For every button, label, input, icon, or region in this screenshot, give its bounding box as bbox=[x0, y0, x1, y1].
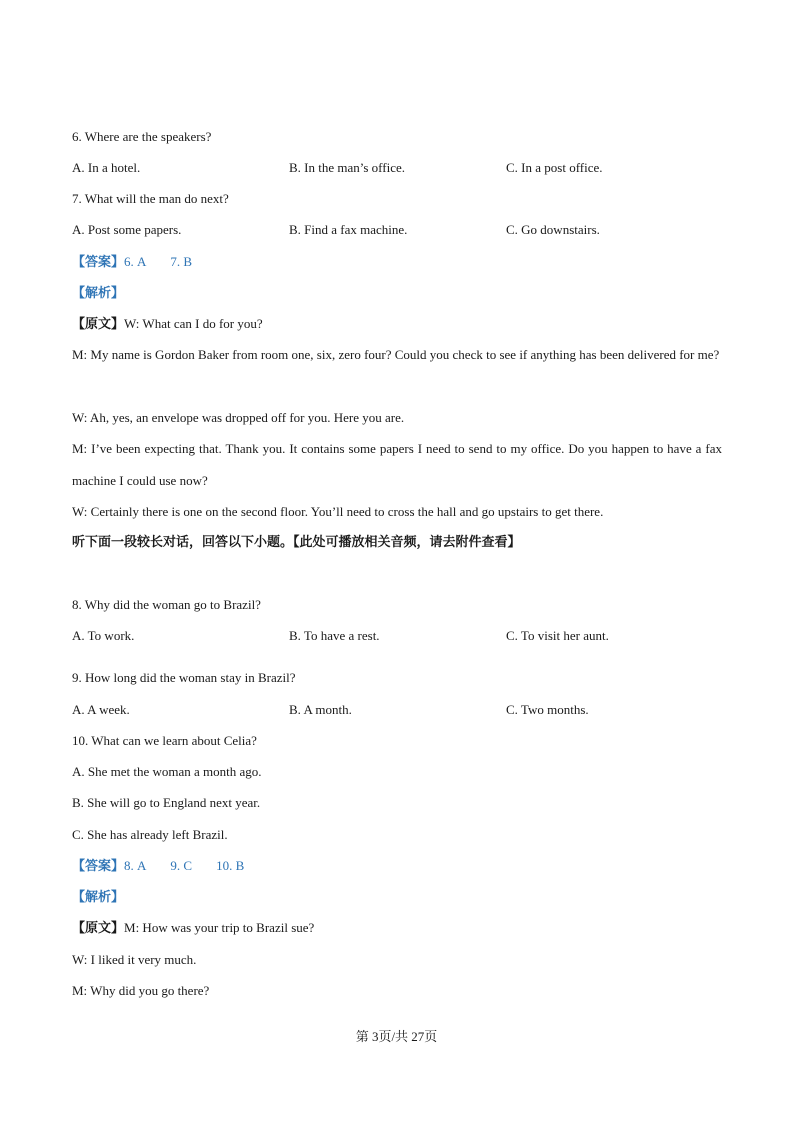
question-8: 8. Why did the woman go to Brazil? bbox=[72, 597, 261, 612]
option-b: B. To have a rest. bbox=[289, 628, 380, 643]
question-10: 10. What can we learn about Celia? bbox=[72, 733, 257, 748]
answer-value: 10. B bbox=[216, 858, 245, 873]
option-c: C. Two months. bbox=[506, 702, 589, 717]
question-7: 7. What will the man do next? bbox=[72, 191, 229, 206]
answer-line-1 bbox=[72, 253, 192, 272]
section-instruction: 听下面一段较长对话，回答以下小题。【此处可播放相关音频，请去附件查看】 bbox=[72, 535, 521, 550]
question-6-options bbox=[72, 159, 722, 177]
transcript-line: 【原文】W: What can I do for you? bbox=[72, 316, 263, 332]
analysis-label-2: 【解析】 bbox=[72, 890, 125, 905]
transcript-label: 【原文】 bbox=[72, 921, 125, 936]
option-a: A. She met the woman a month ago. bbox=[72, 764, 262, 779]
option-a: A. To work. bbox=[72, 628, 135, 643]
option-c: C. In a post office. bbox=[506, 160, 603, 175]
answer-value: 9. C bbox=[170, 858, 193, 873]
transcript-line: W: I liked it very much. bbox=[72, 952, 197, 967]
transcript-line: W: Certainly there is one on the second floor. You’ll need to cross the hall and go upstairs to get there. bbox=[72, 504, 604, 519]
option-a: A. A week. bbox=[72, 702, 130, 717]
answer-value: 8. A bbox=[124, 858, 147, 873]
option-b: B. Find a fax machine. bbox=[289, 222, 408, 237]
question-6: 6. Where are the speakers? bbox=[72, 129, 212, 144]
option-b: B. She will go to England next year. bbox=[72, 795, 261, 810]
option-a: A. Post some papers. bbox=[72, 222, 182, 237]
question-9: 9. How long did the woman stay in Brazil? bbox=[72, 670, 296, 685]
option-b: B. A month. bbox=[289, 702, 352, 717]
answer-label: 【答案】 bbox=[72, 859, 125, 874]
transcript-line: M: My name is Gordon Baker from room one, six, zero four? Could you check to see if anything has been delivered for me? bbox=[72, 347, 720, 362]
transcript-line: M: Why did you go there? bbox=[72, 983, 210, 998]
option-c: C. Go downstairs. bbox=[506, 222, 600, 237]
question-9-options bbox=[72, 701, 722, 719]
answer-value: 6. A bbox=[124, 254, 147, 269]
question-8-options bbox=[72, 627, 722, 645]
option-c: C. To visit her aunt. bbox=[506, 628, 609, 643]
answer-label: 【答案】 bbox=[72, 255, 125, 270]
transcript-line: W: Ah, yes, an envelope was dropped off for you. Here you are. bbox=[72, 410, 405, 425]
transcript-line: M: I’ve been expecting that. Thank you. It contains some papers I need to send to my office. Do you happen to have a fax machine I could use now? bbox=[72, 441, 722, 488]
analysis-label-1: 【解析】 bbox=[72, 286, 125, 301]
transcript-label: 【原文】 bbox=[72, 317, 125, 332]
option-a: A. In a hotel. bbox=[72, 160, 141, 175]
answer-value: 7. B bbox=[170, 254, 193, 269]
question-7-options bbox=[72, 221, 722, 239]
page-footer: 第 3页/共 27页 bbox=[355, 1029, 438, 1044]
transcript-line: 【原文】M: How was your trip to Brazil sue? bbox=[72, 920, 315, 936]
option-c: C. She has already left Brazil. bbox=[72, 827, 228, 842]
option-b: B. In the man’s office. bbox=[289, 160, 406, 175]
answer-line-2 bbox=[72, 857, 244, 876]
